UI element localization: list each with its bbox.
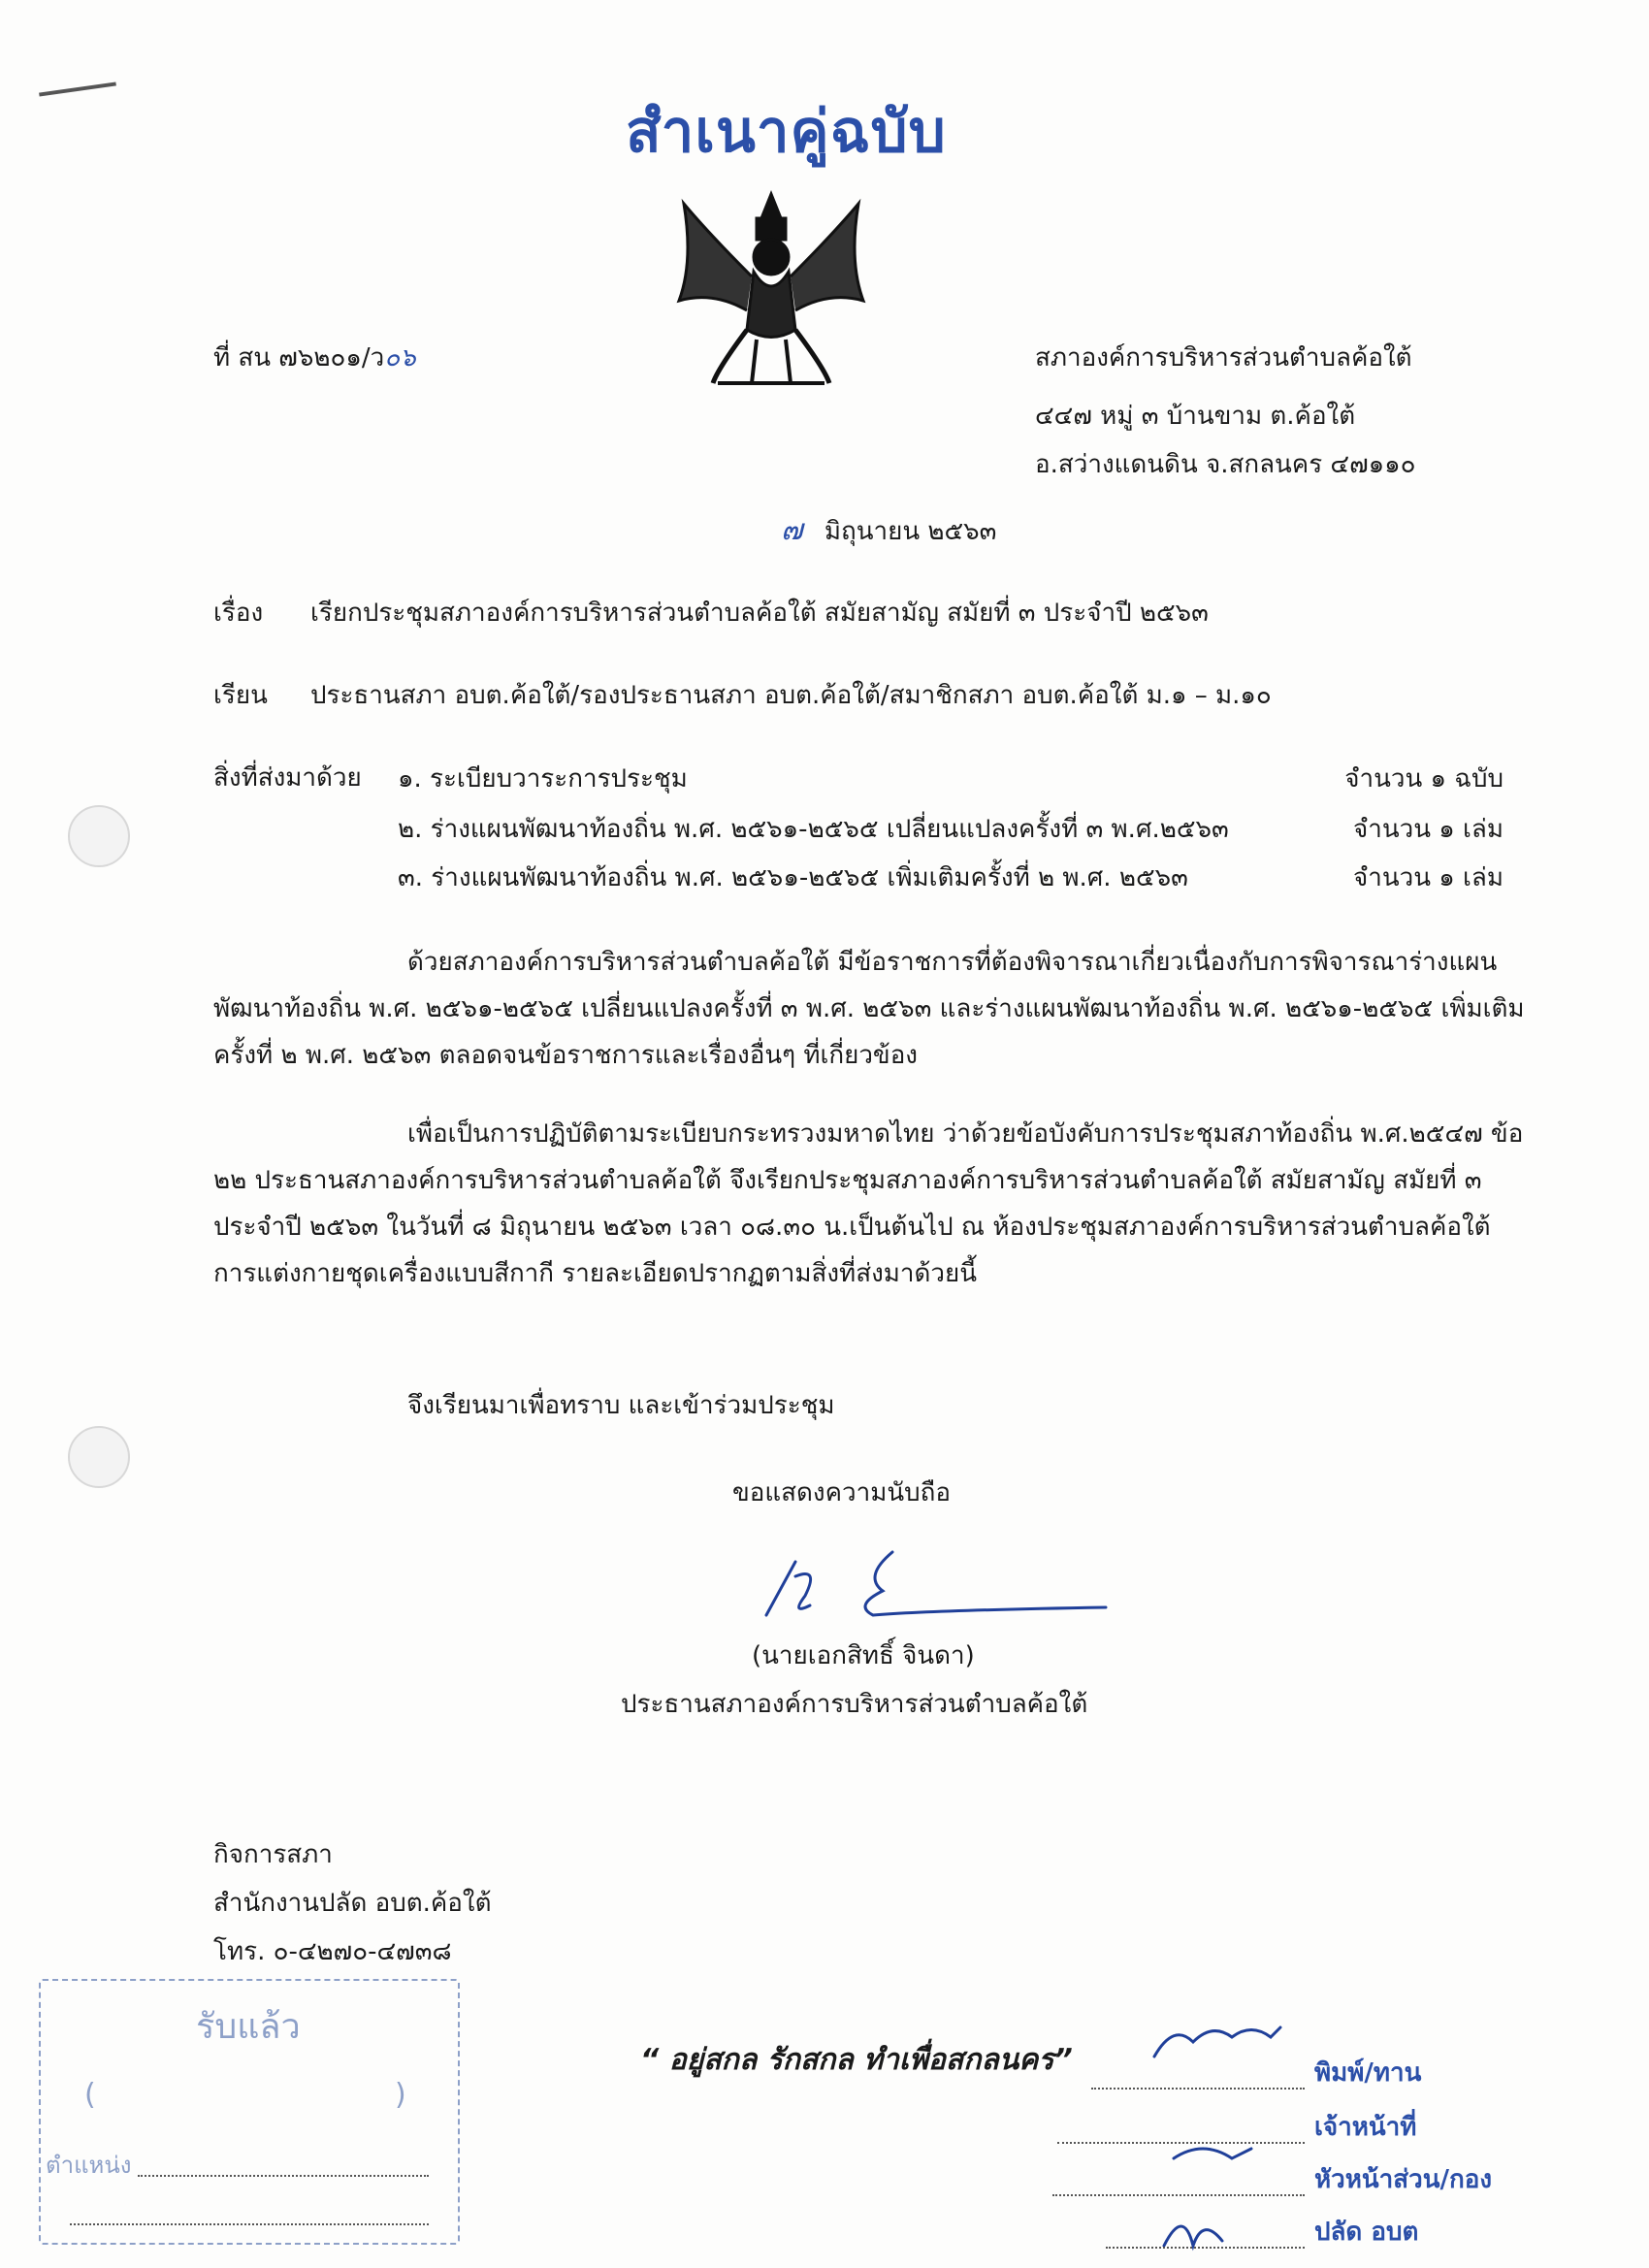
closing-regards: ขอแสดงความนับถือ [732, 1478, 951, 1507]
routing-step-4: ปลัด อบต [1314, 2218, 1419, 2247]
routing-line-4 [1106, 2247, 1305, 2249]
signature-icon [737, 1538, 1125, 1644]
attachment-qty: จำนวน ๑ ฉบับ [1344, 764, 1504, 794]
punch-hole-top [68, 805, 130, 867]
contact-office: สำนักงานปลัด อบต.ค้อใต้ [213, 1889, 492, 1918]
attachments-label: สิ่งที่ส่งมาด้วย [213, 763, 362, 793]
routing-line-1 [1091, 2088, 1305, 2090]
received-stamp [39, 1979, 460, 2245]
attachment-item [398, 760, 1504, 798]
sender-line-1: สภาองค์การบริหารส่วนตำบลค้อใต้ [1035, 343, 1412, 373]
received-position-label: ตำแหน่ง [46, 2152, 132, 2179]
routing-initials-icon [1135, 2013, 1329, 2255]
sender-line-3: อ.สว่างแดนดิน จ.สกลนคร ๔๗๑๑๐ [1035, 450, 1416, 479]
routing-line-3 [1052, 2194, 1305, 2196]
reference-number [213, 341, 416, 374]
subject-label: เรื่อง [213, 599, 264, 628]
attachment-text: ๑. ระเบียบวาระการประชุม [398, 764, 688, 794]
attachment-text: ๒. ร่างแผนพัฒนาท้องถิ่น พ.ศ. ๒๕๖๑-๒๕๖๕ เปลี่ยนแปลงครั้งที่ ๓ พ.ศ.๒๕๖๓ [398, 815, 1229, 844]
punch-hole-bottom [68, 1426, 130, 1488]
staple-mark [39, 81, 116, 96]
received-paren-open: ( [84, 2078, 96, 2112]
attachment-text: ๓. ร่างแผนพัฒนาท้องถิ่น พ.ศ. ๒๕๖๑-๒๕๖๕ เพิ่มเติมครั้งที่ ๒ พ.ศ. ๒๕๖๓ [398, 863, 1188, 892]
subject-text: เรียกประชุมสภาองค์การบริหารส่วนตำบลค้อใต้ สมัยสามัญ สมัยที่ ๓ ประจำปี ๒๕๖๓ [310, 599, 1209, 628]
sender-line-2: ๔๔๗ หมู่ ๓ บ้านขาม ต.ค้อใต้ [1035, 402, 1356, 431]
received-stamp-title: รับแล้ว [196, 2007, 301, 2047]
copy-stamp: สำเนาคู่ฉบับ [626, 98, 947, 166]
received-date-line [70, 2223, 429, 2225]
routing-line-2 [1057, 2142, 1305, 2144]
slogan: “ อยู่สกล รักสกล ทำเพื่อสกลนคร” [640, 2043, 1073, 2077]
body-paragraph-2: เพื่อเป็นการปฏิบัติตามระเบียบกระทรวงมหาดไทย ว่าด้วยข้อบังคับการประชุมสภาท้องถิ่น พ.ศ.๒๕๔๗ ข้อ ๒๒ ประธานสภาองค์การบริหารส่วนตำบลค้อใต้ จึงเรียกประชุมสภาองค์การบริหารส่วนตำบลค้อใต้ สมัยสามัญ สมัยที่ ๓ ประจำปี ๒๕๖๓ ในวันที่ ๘ มิถุนายน ๒๕๖๓ เวลา ๐๘.๓๐ น.เป็นต้นไป ณ ห้องประชุมสภาองค์การบริหารส่วนตำบลค้อใต้ การแต่งกายชุดเครื่องแบบสีกากี รายละเอียดปรากฏตามสิ่งที่ส่งมาด้วยนี้ [213, 1119, 1524, 1288]
date-day-handwritten: ๗ [781, 513, 803, 547]
routing-step-3: หัวหน้าส่วน/กอง [1314, 2165, 1493, 2194]
attachment-qty: จำนวน ๑ เล่ม [1353, 815, 1504, 844]
reference-number-handwritten: ๐๖ [384, 343, 416, 373]
document-date [781, 514, 996, 548]
routing-step-2: เจ้าหน้าที่ [1314, 2113, 1417, 2142]
garuda-emblem-icon [660, 175, 883, 398]
signer-title: ประธานสภาองค์การบริหารส่วนตำบลค้อใต้ [621, 1690, 1088, 1719]
recipient-text: ประธานสภา อบต.ค้อใต้/รองประธานสภา อบต.ค้อใต้/สมาชิกสภา อบต.ค้อใต้ ม.๑ – ม.๑๐ [310, 681, 1272, 710]
body-paragraph-1: ด้วยสภาองค์การบริหารส่วนตำบลค้อใต้ มีข้อราชการที่ต้องพิจารณาเกี่ยวเนื่องกับการพิจารณาร่างแผนพัฒนาท้องถิ่น พ.ศ. ๒๕๖๑-๒๕๖๕ เปลี่ยนแปลงครั้งที่ ๓ พ.ศ. ๒๕๖๓ และร่างแผนพัฒนาท้องถิ่น พ.ศ. ๒๕๖๑-๒๕๖๕ เพิ่มเติมครั้งที่ ๒ พ.ศ. ๒๕๖๓ ตลอดจนข้อราชการและเรื่องอื่นๆ ที่เกี่ยวข้อง [213, 948, 1525, 1070]
reference-number-text: ที่ สน ๗๖๒๐๑/ว [213, 343, 385, 373]
date-month-year: มิถุนายน ๒๕๖๓ [824, 517, 997, 546]
signer-name: (นายเอกสิทธิ์ จินดา) [752, 1641, 975, 1670]
received-paren-close: ) [395, 2078, 406, 2112]
routing-step-1: พิมพ์/ทาน [1314, 2058, 1422, 2088]
contact-department: กิจการสภา [213, 1840, 333, 1869]
recipient-label: เรียน [213, 681, 268, 710]
contact-phone: โทร. ๐-๔๒๗๐-๔๗๓๘ [213, 1937, 452, 1966]
received-position-line [138, 2175, 429, 2177]
closing-request: จึงเรียนมาเพื่อทราบ และเข้าร่วมประชุม [407, 1391, 835, 1420]
attachment-qty: จำนวน ๑ เล่ม [1353, 863, 1504, 892]
attachment-item [398, 859, 1504, 897]
attachment-item [398, 810, 1504, 849]
